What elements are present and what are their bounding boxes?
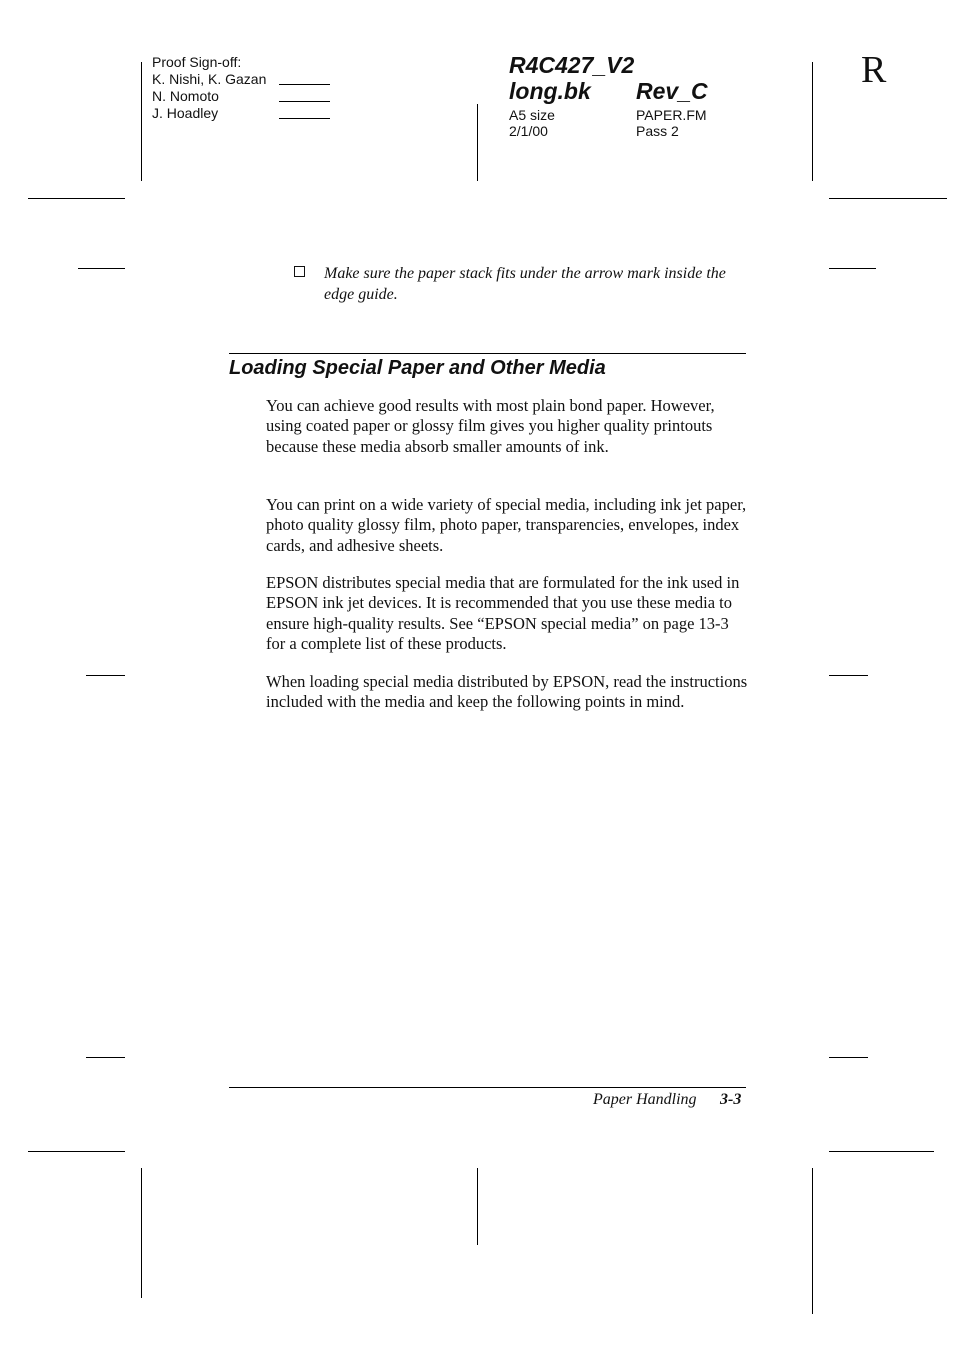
book-file: long.bk <box>509 78 591 104</box>
crop-mark <box>829 198 947 199</box>
revision: Rev_C <box>636 78 708 104</box>
pass-number: Pass 2 <box>636 123 679 139</box>
doc-date: 2/1/00 <box>509 123 548 139</box>
page-number: 3-3 <box>720 1091 742 1108</box>
body-paragraph: You can achieve good results with most plain bond paper. However, using coated paper or glossy film gives you higher quality printouts because these media absorb smaller amounts of ink. <box>266 396 715 456</box>
fm-file: PAPER.FM <box>636 107 707 123</box>
crop-mark <box>812 62 813 181</box>
crop-mark <box>141 1168 142 1298</box>
crop-mark <box>86 1057 125 1058</box>
body-paragraph: You can print on a wide variety of special media, including ink jet paper, photo quality glossy film, photo paper, transparencies, envelopes, index cards, and adhesive sheets. <box>266 495 747 555</box>
crop-mark <box>829 1151 934 1152</box>
signoff-row <box>152 71 266 88</box>
signoff-row <box>152 105 266 122</box>
corner-mark: R <box>861 49 887 91</box>
crop-mark <box>86 675 125 676</box>
section-title: Loading Special Paper and Other Media <box>229 357 606 379</box>
bullet-note: Make sure the paper stack fits under the arrow mark inside the edge guide. <box>324 265 726 303</box>
paper-size: A5 size <box>509 107 555 123</box>
crop-mark <box>28 1151 125 1152</box>
signoff-name: N. Nomoto <box>152 88 219 104</box>
crop-mark <box>28 198 125 199</box>
checkbox-bullet-icon <box>294 266 305 277</box>
crop-mark <box>829 1057 868 1058</box>
signoff-row <box>152 88 266 105</box>
footer-rule <box>229 1087 746 1088</box>
signoff-name: K. Nishi, K. Gazan <box>152 71 267 87</box>
section-rule <box>229 353 746 354</box>
crop-mark <box>477 1168 478 1245</box>
chapter-label: Paper Handling <box>593 1091 697 1108</box>
crop-mark <box>78 268 125 269</box>
body-paragraph: When loading special media distributed by EPSON, read the instructions included with the media and keep the following points in mind. <box>266 672 748 712</box>
signoff-blank-line <box>279 84 330 85</box>
crop-mark <box>829 675 868 676</box>
proof-signoff-block <box>152 54 266 122</box>
signoff-name: J. Hoadley <box>152 105 219 121</box>
body-paragraph: EPSON distributes special media that are formulated for the ink used in EPSON ink jet devices. It is recommended that you use these media to ensure high-quality results. See “EPSON special media” on page 13-3 for a complete list of these products. <box>266 573 740 653</box>
signoff-blank-line <box>279 118 330 119</box>
crop-mark <box>812 1168 813 1314</box>
crop-mark <box>829 268 876 269</box>
doc-id: R4C427_V2 <box>509 52 635 78</box>
signoff-title: Proof Sign-off: <box>152 54 242 70</box>
crop-mark <box>477 104 478 181</box>
signoff-blank-line <box>279 101 330 102</box>
crop-mark <box>141 62 142 181</box>
